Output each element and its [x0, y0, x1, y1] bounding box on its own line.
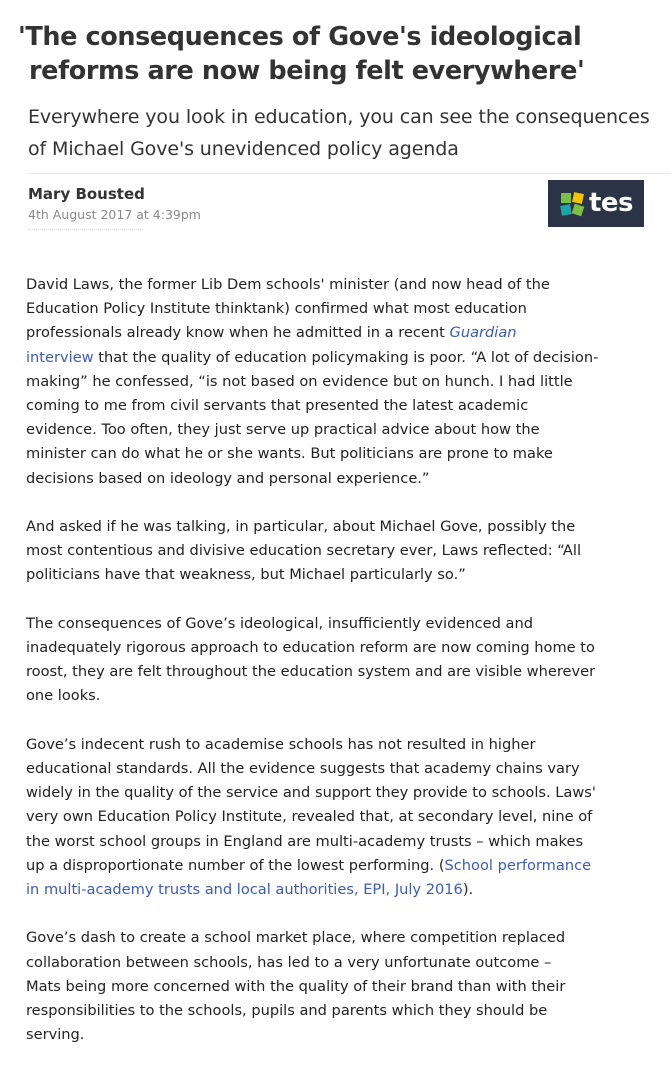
text-line: making” he confessed, “is not based on evidence but on hunch. I had little — [26, 372, 573, 390]
headline-line-1: 'The consequences of Gove's ideological — [18, 22, 582, 52]
paragraph-3 — [26, 612, 636, 709]
publish-date: 4th August 2017 at 4:39pm — [28, 207, 201, 222]
paragraph-1 — [26, 273, 636, 491]
text-line: Mats being more concerned with the quality of their brand than with their — [26, 977, 566, 995]
text-line: minister can do what he or she wants. But politicians are prone to make — [26, 445, 553, 463]
headline-line-2: reforms are now being felt everywhere' — [29, 56, 585, 86]
author-name[interactable]: Mary Bousted — [28, 185, 145, 203]
text-line: And asked if he was talking, in particular, about Michael Gove, possibly the — [26, 518, 576, 536]
article-standfirst — [28, 101, 668, 165]
text-line: Gove’s dash to create a school market place, where competition replaced — [26, 929, 566, 947]
text-line: evidence. Too often, they just serve up practical advice about how the — [26, 421, 540, 439]
paragraph-5 — [26, 926, 636, 1047]
standfirst-line-1: Everywhere you look in education, you can see the consequences — [28, 106, 650, 128]
text-line: Education Policy Institute thinktank) confirmed what most education — [26, 300, 527, 318]
text-segment: that the quality of education policymaking is poor. “A lot of decision- — [93, 348, 599, 366]
paragraph-2 — [26, 515, 636, 588]
text-line — [26, 878, 636, 902]
text-line: widely in the quality of the service and support they provide to schools. Laws' — [26, 784, 596, 802]
guardian-interview-link[interactable]: Guardian — [449, 324, 517, 342]
text-line: inadequately rigorous approach to education reform are now coming home to — [26, 639, 595, 657]
text-line: roost, they are felt throughout the education system and are visible wherever — [26, 663, 596, 681]
text-line: David Laws, the former Lib Dem schools' minister (and now head of the — [26, 276, 550, 293]
text-line: Gove’s indecent rush to academise schools has not resulted in higher — [26, 735, 536, 753]
text-line: collaboration between schools, has led to a very unfortunate outcome – — [26, 953, 552, 971]
text-line: decisions based on ideology and personal experience.” — [26, 469, 430, 487]
tes-logo-text: tes — [588, 187, 634, 218]
text-line — [26, 346, 636, 370]
text-line: serving. — [26, 1026, 85, 1044]
text-line: one looks. — [26, 687, 101, 705]
article-body — [26, 273, 636, 1072]
text-line: The consequences of Gove’s ideological, insufficiently evidenced and — [26, 614, 533, 632]
divider — [28, 173, 671, 174]
text-segment: professionals already know when he admitted in a recent — [26, 324, 450, 342]
guardian-interview-link-cont[interactable]: interview — [26, 348, 94, 366]
standfirst-line-2: of Michael Gove's unevidenced policy agenda — [28, 138, 459, 160]
text-segment: up a disproportionate number of the lowest performing. ( — [26, 856, 445, 874]
text-line: responsibilities to the schools, pupils and parents which they should be — [26, 1002, 548, 1020]
text-line: very own Education Policy Institute, revealed that, at secondary level, nine of — [26, 808, 593, 826]
text-line: coming to me from civil servants that presented the latest academic — [26, 397, 529, 415]
byline-divider — [28, 229, 143, 230]
tes-logo[interactable] — [548, 180, 644, 227]
paragraph-4 — [26, 733, 636, 902]
text-segment: ). — [462, 881, 474, 899]
epi-report-link[interactable]: School performance — [444, 856, 592, 874]
epi-report-link-cont[interactable]: in multi-academy trusts and local authorities, EPI, July 2016 — [26, 881, 463, 899]
text-line — [26, 854, 636, 878]
text-line: educational standards. All the evidence suggests that academy chains vary — [26, 760, 580, 778]
article-headline — [18, 20, 658, 88]
text-line — [26, 321, 636, 345]
text-line: most contentious and divisive education secretary ever, Laws reflected: “All — [26, 542, 581, 560]
tes-logo-mark-icon — [559, 191, 585, 217]
text-line: the worst school groups in England are multi-academy trusts – which makes — [26, 832, 584, 850]
text-line: politicians have that weakness, but Michael particularly so.” — [26, 566, 466, 584]
